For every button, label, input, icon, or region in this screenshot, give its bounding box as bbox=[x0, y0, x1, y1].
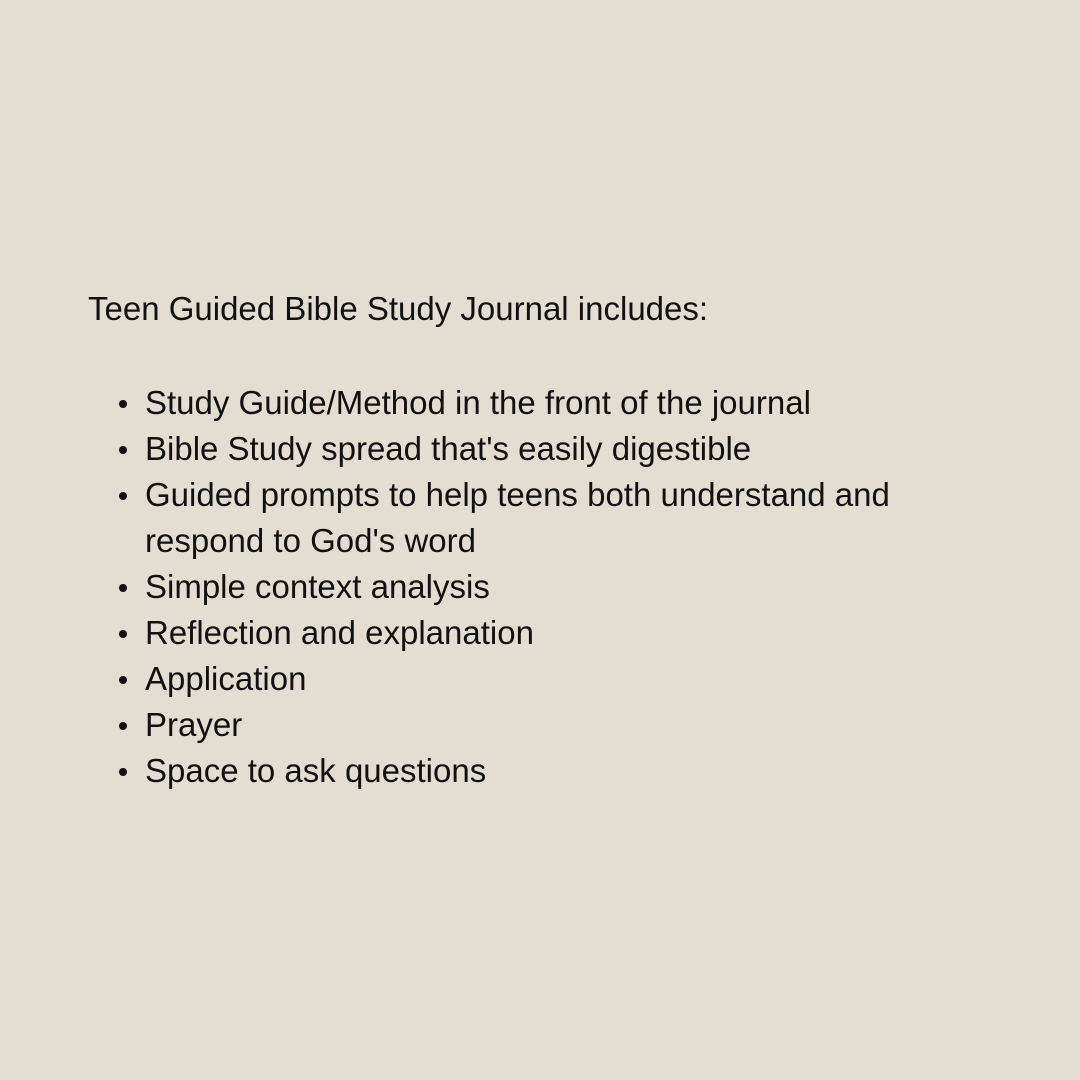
list-item: Reflection and explanation bbox=[145, 610, 965, 656]
list-item: Study Guide/Method in the front of the journal bbox=[145, 380, 965, 426]
feature-list bbox=[145, 380, 965, 794]
page-title: Teen Guided Bible Study Journal includes: bbox=[88, 290, 709, 327]
list-item: Simple context analysis bbox=[145, 564, 965, 610]
list-item: Bible Study spread that's easily digestible bbox=[145, 426, 965, 472]
list-item: Application bbox=[145, 656, 965, 702]
list-item: Prayer bbox=[145, 702, 965, 748]
list-item: Space to ask questions bbox=[145, 748, 965, 794]
list-item: Guided prompts to help teens both understand and respond to God's word bbox=[145, 472, 965, 564]
